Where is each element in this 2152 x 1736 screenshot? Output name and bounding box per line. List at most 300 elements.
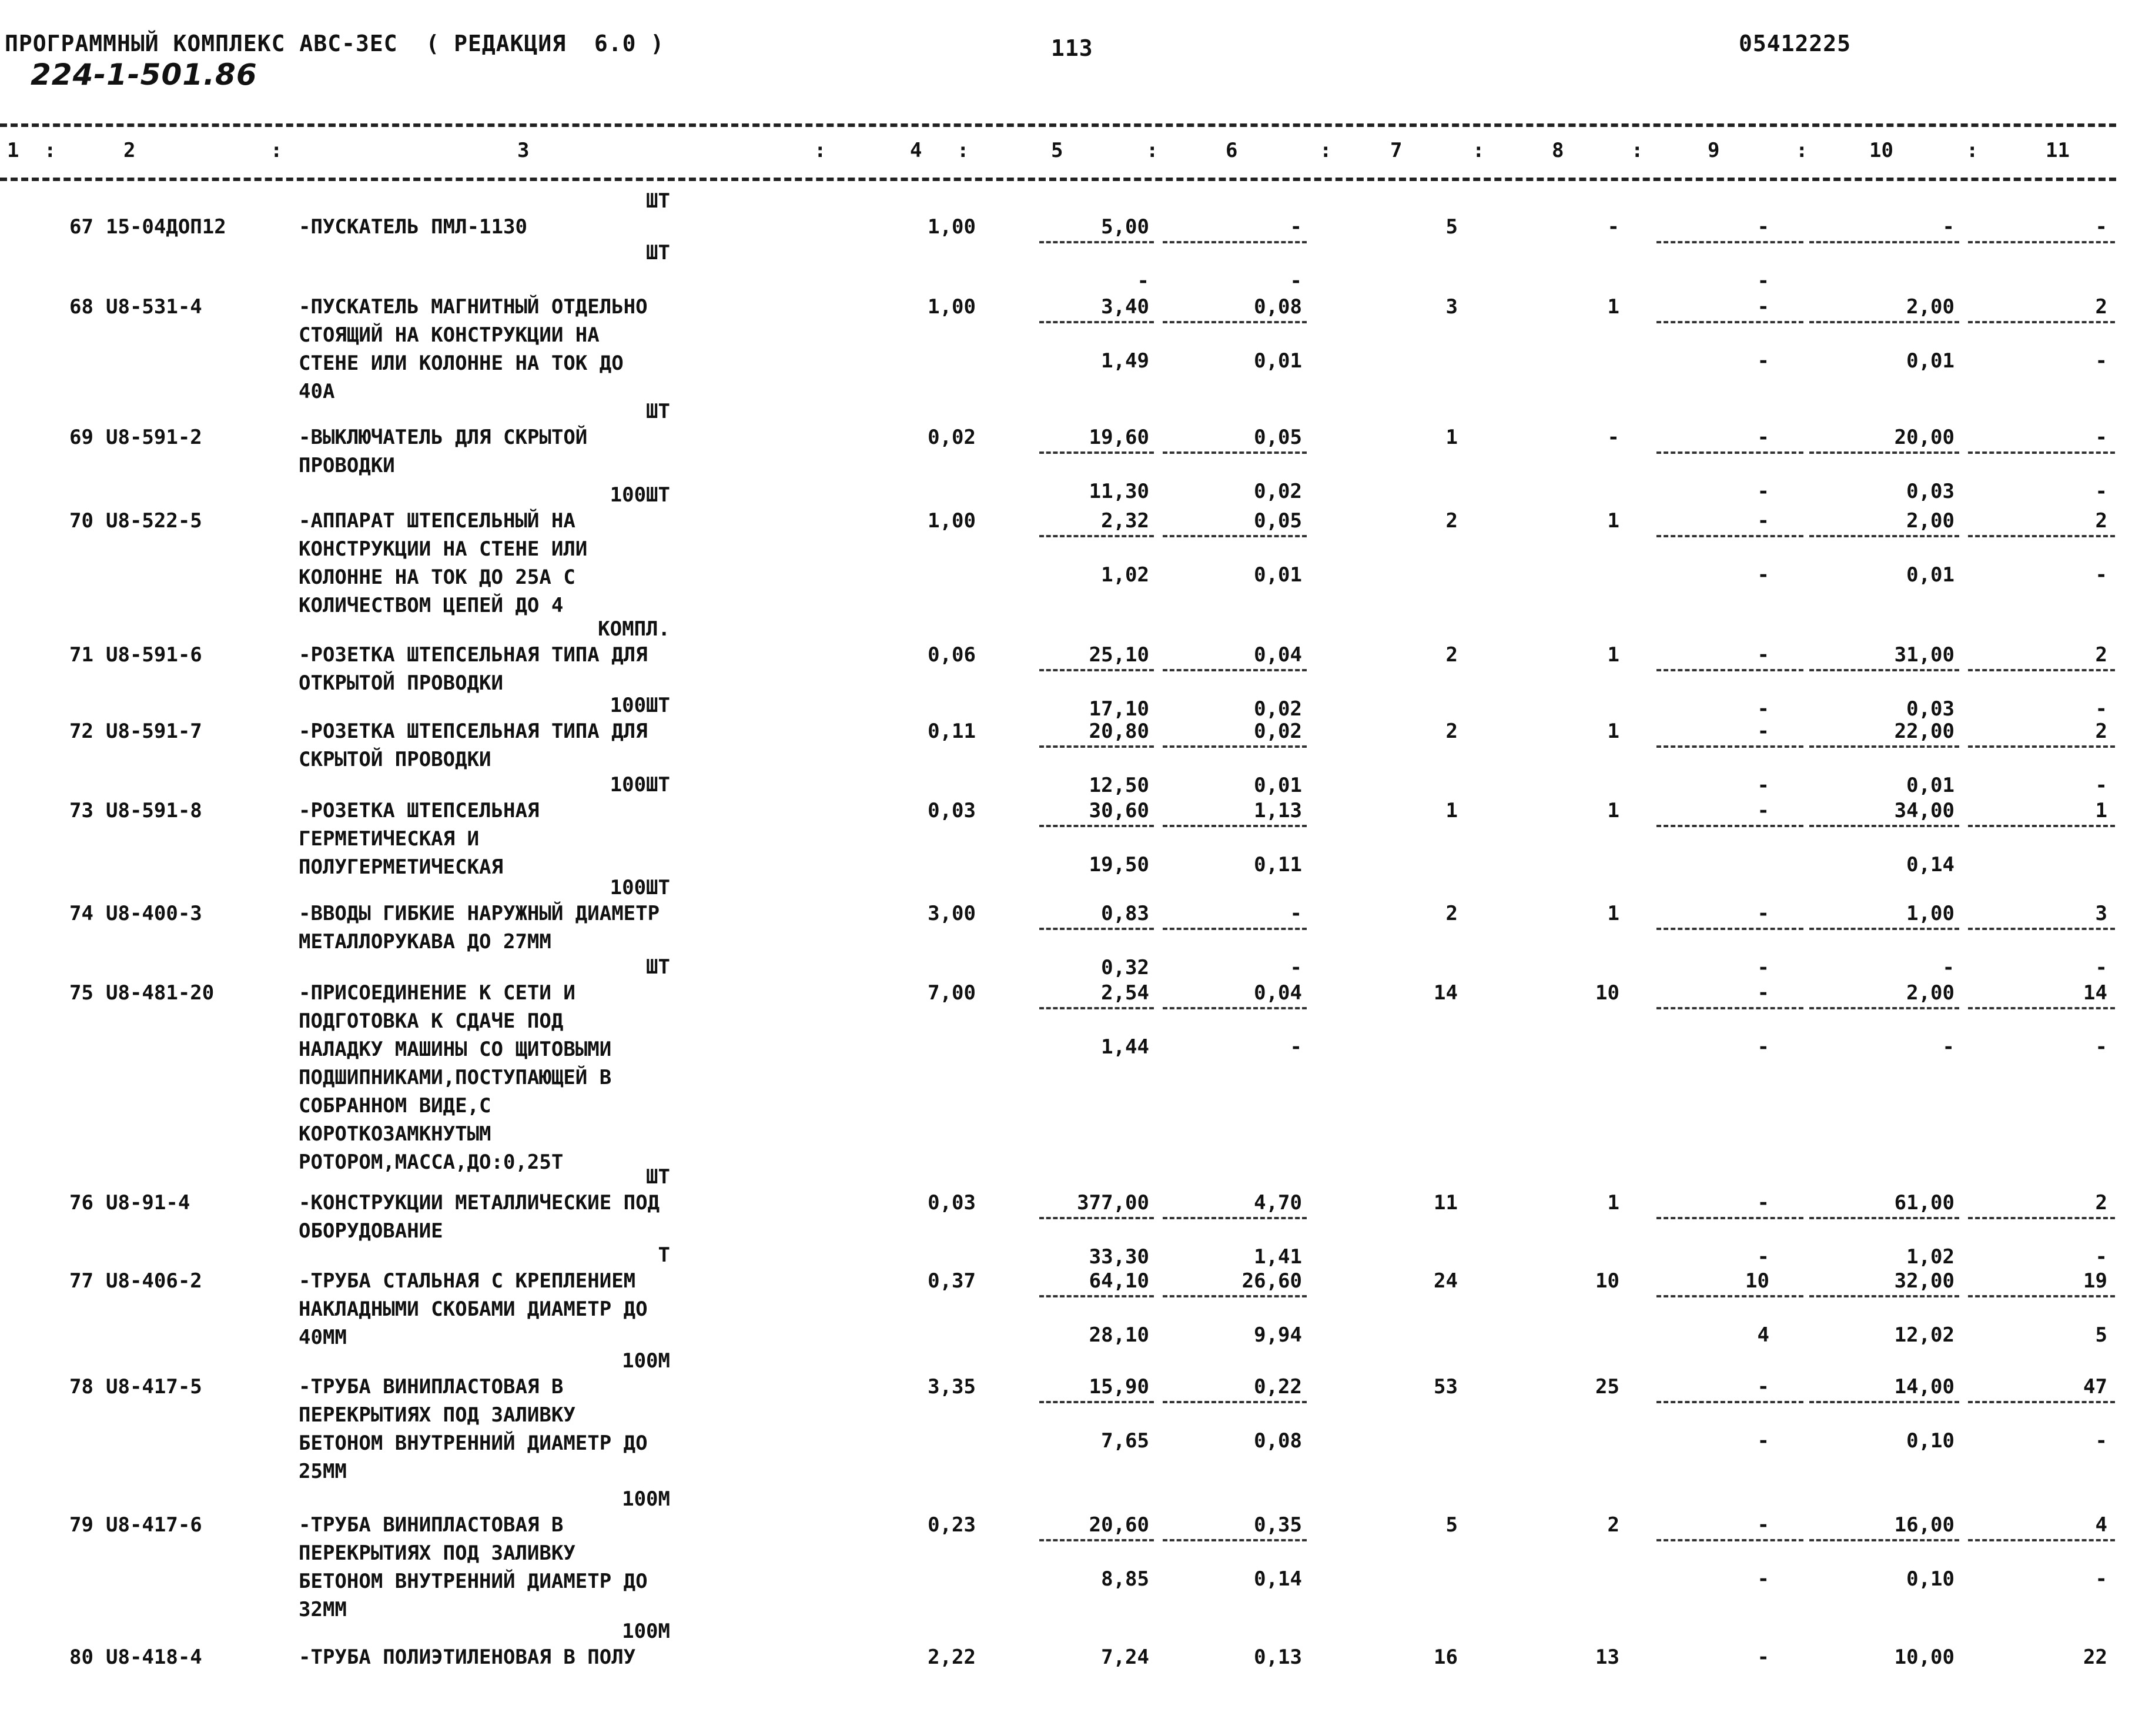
value-col11: 19 [2083,1269,2107,1293]
value-col11: 14 [2083,981,2107,1005]
norm-code: 15-04ДОП12 [106,215,226,239]
subtotal-dash-line [1968,928,2115,930]
value-col9: - [1757,509,1769,533]
unit-label: 100ШТ [610,694,670,717]
quantity: 0,11 [928,720,976,743]
subtotal-dash-line [1656,451,1803,454]
subtotal-dash-line [1163,1007,1307,1009]
subtotal-dash-line [1656,1539,1803,1541]
work-description: 32ММ [299,1598,347,1621]
column-number-2: 2 [123,139,136,162]
value-col8: 1 [1607,643,1619,667]
wage-machines: - [1290,956,1302,979]
value-col9: 10 [1745,1269,1769,1293]
subtotal-dash-line [1968,451,2115,454]
value-col10-sub: 0,03 [1906,480,1954,503]
row-number: 75 [69,981,93,1005]
row-number: 68 [69,295,93,319]
subtotal-dash-line [1163,535,1307,537]
value-col11: 3 [2095,902,2107,925]
value-col7: 53 [1434,1375,1458,1399]
cost-machines: - [1290,902,1302,925]
value-col11: - [2095,426,2107,449]
subtotal-dash-line [1039,1295,1154,1297]
wage-machines: 0,11 [1254,853,1302,877]
wage-machines: - [1290,269,1302,293]
wage-machines: 0,01 [1254,349,1302,373]
subtotal-dash-line [1163,1295,1307,1297]
subtotal-dash-line [1968,535,2115,537]
value-col9: - [1757,215,1769,239]
work-description: СКРЫТОЙ ПРОВОДКИ [299,748,491,771]
cost-machines: 4,70 [1254,1191,1302,1215]
cost-machines: 0,22 [1254,1375,1302,1399]
value-col11: 1 [2095,799,2107,822]
norm-code: U8-418-4 [106,1645,202,1669]
value-col10: - [1942,215,1954,239]
work-description: БЕТОНОМ ВНУТРЕННИЙ ДИАМЕТР ДО [299,1570,648,1593]
wage-machines: 0,14 [1254,1567,1302,1591]
value-col11: 2 [2095,1191,2107,1215]
work-description: ОТКРЫТОЙ ПРОВОДКИ [299,671,503,695]
value-col11-sub: - [2095,697,2107,721]
value-col9-sub: - [1757,563,1769,587]
quantity: 1,00 [928,509,976,533]
value-col11: 2 [2095,295,2107,319]
value-col9: - [1757,295,1769,319]
cost-machines: 26,60 [1241,1269,1302,1293]
quantity: 3,35 [928,1375,976,1399]
value-col9-sub: - [1757,480,1769,503]
value-col7: 1 [1445,426,1458,449]
cost-machines: 0,04 [1254,643,1302,667]
row-number: 67 [69,215,93,239]
value-col8: 1 [1607,799,1619,822]
work-description: -АППАРАТ ШТЕПСЕЛЬНЫЙ НА [299,509,575,533]
value-col8: 10 [1595,981,1619,1005]
value-col10-sub: 0,10 [1906,1429,1954,1453]
wage-total: 0,32 [1101,956,1149,979]
value-col10: 31,00 [1894,643,1954,667]
wage-total: 28,10 [1089,1323,1149,1347]
cost-total: 2,32 [1101,509,1149,533]
work-description: НАКЛАДНЫМИ СКОБАМИ ДИАМЕТР ДО [299,1297,648,1321]
value-col9-sub: - [1757,774,1769,797]
subtotal-dash-line [1968,1217,2115,1219]
row-number: 77 [69,1269,93,1293]
value-col11: 2 [2095,720,2107,743]
value-col8: 2 [1607,1513,1619,1537]
subtotal-dash-line [1809,745,1959,748]
subtotal-dash-line [1039,1539,1154,1541]
subtotal-dash-line [1163,241,1307,243]
cost-machines: 0,13 [1254,1645,1302,1669]
column-number-9: 9 [1708,139,1720,162]
value-col11-sub: - [2095,774,2107,797]
subtotal-dash-line [1039,669,1154,671]
value-col9: - [1757,426,1769,449]
column-number-1: 1 [7,139,19,162]
value-col9-sub: - [1757,349,1769,373]
value-col9: - [1757,1645,1769,1669]
column-separator: : [1796,139,1808,162]
subtotal-dash-line [1039,451,1154,454]
work-description: КОРОТКОЗАМКНУТЫМ [299,1122,491,1146]
value-col10-sub: 0,01 [1906,563,1954,587]
quantity: 0,06 [928,643,976,667]
value-col11-sub: - [2095,1567,2107,1591]
work-description: 25ММ [299,1460,347,1483]
wage-total: 33,30 [1089,1245,1149,1269]
cost-machines: 0,08 [1254,295,1302,319]
value-col11-sub: - [2095,1035,2107,1059]
value-col10-sub: 0,01 [1906,349,1954,373]
value-col11-sub: - [2095,1245,2107,1269]
work-description: -ПРИСОЕДИНЕНИЕ К СЕТИ И [299,981,575,1005]
value-col8: - [1607,215,1619,239]
value-col8: 1 [1607,902,1619,925]
value-col9-sub: - [1757,697,1769,721]
value-col9-sub: - [1757,956,1769,979]
cost-machines: 1,13 [1254,799,1302,822]
subtotal-dash-line [1039,825,1154,827]
subtotal-dash-line [1809,1007,1959,1009]
value-col9: - [1757,1375,1769,1399]
unit-label: ШТ [646,189,670,213]
work-description: БЕТОНОМ ВНУТРЕННИЙ ДИАМЕТР ДО [299,1431,648,1455]
norm-code: U8-406-2 [106,1269,202,1293]
subtotal-dash-line [1968,1295,2115,1297]
wage-total: 1,02 [1101,563,1149,587]
quantity: 7,00 [928,981,976,1005]
norm-code: U8-417-5 [106,1375,202,1399]
value-col10: 1,00 [1906,902,1954,925]
value-col7: 5 [1445,1513,1458,1537]
value-col10-sub: 0,14 [1906,853,1954,877]
norm-code: U8-591-8 [106,799,202,822]
wage-machines: 0,01 [1254,563,1302,587]
value-col8: 1 [1607,509,1619,533]
value-col8: 1 [1607,295,1619,319]
work-description: ПРОВОДКИ [299,454,395,477]
subtotal-dash-line [1656,1007,1803,1009]
value-col10: 34,00 [1894,799,1954,822]
subtotal-dash-line [1039,1007,1154,1009]
subtotal-dash-line [1039,928,1154,930]
value-col10-sub: 0,01 [1906,774,1954,797]
subtotal-dash-line [1656,1217,1803,1219]
subtotal-dash-line [1656,321,1803,323]
column-separator: : [1320,139,1332,162]
subtotal-dash-line [1039,745,1154,748]
subtotal-dash-line [1968,1007,2115,1009]
subtotal-dash-line [1809,1401,1959,1403]
cost-total: 64,10 [1089,1269,1149,1293]
value-col8: 1 [1607,720,1619,743]
quantity: 0,03 [928,799,976,822]
subtotal-dash-line [1809,928,1959,930]
quantity: 2,22 [928,1645,976,1669]
work-description: -ТРУБА СТАЛЬНАЯ С КРЕПЛЕНИЕМ [299,1269,636,1293]
work-description: ПЕРЕКРЫТИЯХ ПОД ЗАЛИВКУ [299,1403,575,1427]
wage-total: 12,50 [1089,774,1149,797]
value-col11-sub: - [2095,349,2107,373]
cost-machines: 0,05 [1254,509,1302,533]
value-col11: 4 [2095,1513,2107,1537]
value-col10-sub: 12,02 [1894,1323,1954,1347]
row-number: 76 [69,1191,93,1215]
value-col10-sub: 0,10 [1906,1567,1954,1591]
row-number: 80 [69,1645,93,1669]
work-description: -ТРУБА ВИНИПЛАСТОВАЯ В [299,1513,564,1537]
norm-code: U8-591-2 [106,426,202,449]
column-number-4: 4 [910,139,922,162]
unit-label: ШТ [646,241,670,265]
subtotal-dash-line [1163,928,1307,930]
work-description: -РОЗЕТКА ШТЕПСЕЛЬНАЯ ТИПА ДЛЯ [299,643,648,667]
quantity: 0,23 [928,1513,976,1537]
work-description: СТОЯЩИЙ НА КОНСТРУКЦИИ НА [299,323,600,347]
value-col8: - [1607,426,1619,449]
cost-total: 30,60 [1089,799,1149,822]
subtotal-dash-line [1656,669,1803,671]
unit-label: 100ШТ [610,773,670,797]
value-col11: - [2095,215,2107,239]
column-number-3: 3 [517,139,530,162]
subtotal-dash-line [1656,1295,1803,1297]
cost-total: 20,60 [1089,1513,1149,1537]
subtotal-dash-line [1968,745,2115,748]
quantity: 0,37 [928,1269,976,1293]
value-col9-sub: - [1757,269,1769,293]
work-description: -ПУСКАТЕЛЬ МАГНИТНЫЙ ОТДЕЛЬНО [299,295,648,319]
value-col9: - [1757,643,1769,667]
subtotal-dash-line [1039,535,1154,537]
value-col10-sub: 0,03 [1906,697,1954,721]
column-number-5: 5 [1051,139,1063,162]
quantity: 0,02 [928,426,976,449]
row-number: 74 [69,902,93,925]
subtotal-dash-line [1968,1401,2115,1403]
column-number-7: 7 [1390,139,1403,162]
subtotal-dash-line [1163,669,1307,671]
norm-code: U8-522-5 [106,509,202,533]
cost-total: 20,80 [1089,720,1149,743]
row-number: 70 [69,509,93,533]
work-description: ОБОРУДОВАНИЕ [299,1219,443,1243]
wage-total: 8,85 [1101,1567,1149,1591]
value-col10: 22,00 [1894,720,1954,743]
column-number-10: 10 [1869,139,1893,162]
value-col7: 2 [1445,509,1458,533]
work-description: 40А [299,380,335,403]
work-description: 40ММ [299,1326,347,1349]
subtotal-dash-line [1968,825,2115,827]
value-col10: 61,00 [1894,1191,1954,1215]
value-col10-sub: - [1942,1035,1954,1059]
subtotal-dash-line [1809,241,1959,243]
value-col7: 14 [1434,981,1458,1005]
value-col9-sub: - [1757,1245,1769,1269]
column-number-11: 11 [2046,139,2070,162]
value-col9: - [1757,799,1769,822]
value-col9-sub: - [1757,1429,1769,1453]
column-separator: : [44,139,56,162]
subtotal-dash-line [1163,745,1307,748]
row-number: 73 [69,799,93,822]
value-col9-sub: 4 [1757,1323,1769,1347]
unit-label: 100М [622,1487,670,1511]
subtotal-dash-line [1968,669,2115,671]
quantity: 0,03 [928,1191,976,1215]
subtotal-dash-line [1163,1401,1307,1403]
value-col9: - [1757,1513,1769,1537]
value-col7: 2 [1445,902,1458,925]
cost-total: 19,60 [1089,426,1149,449]
work-description: -ПУСКАТЕЛЬ ПМЛ-1130 [299,215,527,239]
value-col9-sub: - [1757,1035,1769,1059]
wage-total: 17,10 [1089,697,1149,721]
value-col10: 32,00 [1894,1269,1954,1293]
value-col10: 2,00 [1906,509,1954,533]
unit-label: 100М [622,1620,670,1643]
wage-total: 11,30 [1089,480,1149,503]
value-col9: - [1757,902,1769,925]
column-number-8: 8 [1552,139,1564,162]
work-description: ПЕРЕКРЫТИЯХ ПОД ЗАЛИВКУ [299,1541,575,1565]
subtotal-dash-line [1656,745,1803,748]
subtotal-dash-line [1656,928,1803,930]
value-col7: 3 [1445,295,1458,319]
value-col9: - [1757,981,1769,1005]
value-col8: 1 [1607,1191,1619,1215]
work-description: МЕТАЛЛОРУКАВА ДО 27ММ [299,930,551,954]
value-col7: 16 [1434,1645,1458,1669]
subtotal-dash-line [1809,321,1959,323]
column-separator: : [814,139,826,162]
subtotal-dash-line [1968,1539,2115,1541]
value-col10: 10,00 [1894,1645,1954,1669]
wage-machines: 0,02 [1254,697,1302,721]
value-col11-sub: 5 [2095,1323,2107,1347]
column-separator: : [1966,139,1979,162]
norm-code: U8-591-6 [106,643,202,667]
subtotal-dash-line [1968,241,2115,243]
subtotal-dash-line [1163,825,1307,827]
value-col11: 22 [2083,1645,2107,1669]
work-description: ПОЛУГЕРМЕТИЧЕСКАЯ [299,855,503,879]
value-col8: 13 [1595,1645,1619,1669]
unit-label: КОМПЛ. [598,617,670,641]
row-number: 69 [69,426,93,449]
work-description: -РОЗЕТКА ШТЕПСЕЛЬНАЯ [299,799,540,822]
value-col10: 2,00 [1906,295,1954,319]
cost-total: 3,40 [1101,295,1149,319]
wage-total: 7,65 [1101,1429,1149,1453]
subtotal-dash-line [1656,825,1803,827]
subtotal-dash-line [1656,241,1803,243]
value-col11: 2 [2095,509,2107,533]
value-col7: 11 [1434,1191,1458,1215]
value-col11: 2 [2095,643,2107,667]
subtotal-dash-line [1809,1539,1959,1541]
subtotal-dash-line [1809,825,1959,827]
subtotal-dash-line [1809,669,1959,671]
value-col9: - [1757,1191,1769,1215]
column-separator: : [1472,139,1485,162]
value-col11-sub: - [2095,563,2107,587]
norm-code: U8-591-7 [106,720,202,743]
norm-code: U8-481-20 [106,981,215,1005]
subtotal-dash-line [1809,1295,1959,1297]
unit-label: 100ШТ [610,876,670,899]
quantity: 1,00 [928,215,976,239]
value-col11-sub: - [2095,1429,2107,1453]
work-description: ПОДШИПНИКАМИ,ПОСТУПАЮЩЕЙ В [299,1066,612,1089]
wage-total: 19,50 [1089,853,1149,877]
cost-machines: 0,02 [1254,720,1302,743]
work-description: КОЛОННЕ НА ТОК ДО 25А С [299,566,575,589]
unit-label: 100ШТ [610,483,670,507]
value-col11-sub: - [2095,480,2107,503]
work-description: -ВВОДЫ ГИБКИЕ НАРУЖНЫЙ ДИАМЕТР [299,902,660,925]
work-description: -КОНСТРУКЦИИ МЕТАЛЛИЧЕСКИЕ ПОД [299,1191,660,1215]
work-description: РОТОРОМ,МАССА,ДО:0,25Т [299,1150,564,1174]
cost-machines: 0,05 [1254,426,1302,449]
work-description: ПОДГОТОВКА К СДАЧЕ ПОД [299,1009,564,1033]
work-description: КОЛИЧЕСТВОМ ЦЕПЕЙ ДО 4 [299,594,564,617]
document-code: 05412225 [1739,31,1852,56]
value-col10: 14,00 [1894,1375,1954,1399]
value-col10-sub: - [1942,956,1954,979]
column-separator: : [1631,139,1644,162]
value-col9: - [1757,720,1769,743]
cost-machines: - [1290,215,1302,239]
cost-total: 2,54 [1101,981,1149,1005]
unit-label: ШТ [646,1165,670,1189]
row-number: 72 [69,720,93,743]
quantity: 3,00 [928,902,976,925]
wage-machines: 0,02 [1254,480,1302,503]
subtotal-dash-line [1039,321,1154,323]
value-col7: 2 [1445,720,1458,743]
wage-machines: - [1290,1035,1302,1059]
work-description: ГЕРМЕТИЧЕСКАЯ И [299,827,480,851]
subtotal-dash-line [1039,241,1154,243]
norm-code: U8-531-4 [106,295,202,319]
work-description: КОНСТРУКЦИИ НА СТЕНЕ ИЛИ [299,537,588,561]
value-col7: 24 [1434,1269,1458,1293]
value-col10: 16,00 [1894,1513,1954,1537]
subtotal-dash-line [1968,321,2115,323]
cost-total: 5,00 [1101,215,1149,239]
column-separator: : [270,139,283,162]
value-col11: 47 [2083,1375,2107,1399]
column-separator: : [1146,139,1159,162]
value-col7: 2 [1445,643,1458,667]
cost-total: 25,10 [1089,643,1149,667]
unit-label: ШТ [646,400,670,423]
page-number: 113 [1051,35,1093,61]
value-col10: 2,00 [1906,981,1954,1005]
subtotal-dash-line [1656,535,1803,537]
wage-machines: 0,08 [1254,1429,1302,1453]
value-col9-sub: - [1757,1567,1769,1591]
column-separator: : [957,139,969,162]
work-description: -ТРУБА ВИНИПЛАСТОВАЯ В [299,1375,564,1399]
value-col10-sub: 1,02 [1906,1245,1954,1269]
cost-total: 7,24 [1101,1645,1149,1669]
